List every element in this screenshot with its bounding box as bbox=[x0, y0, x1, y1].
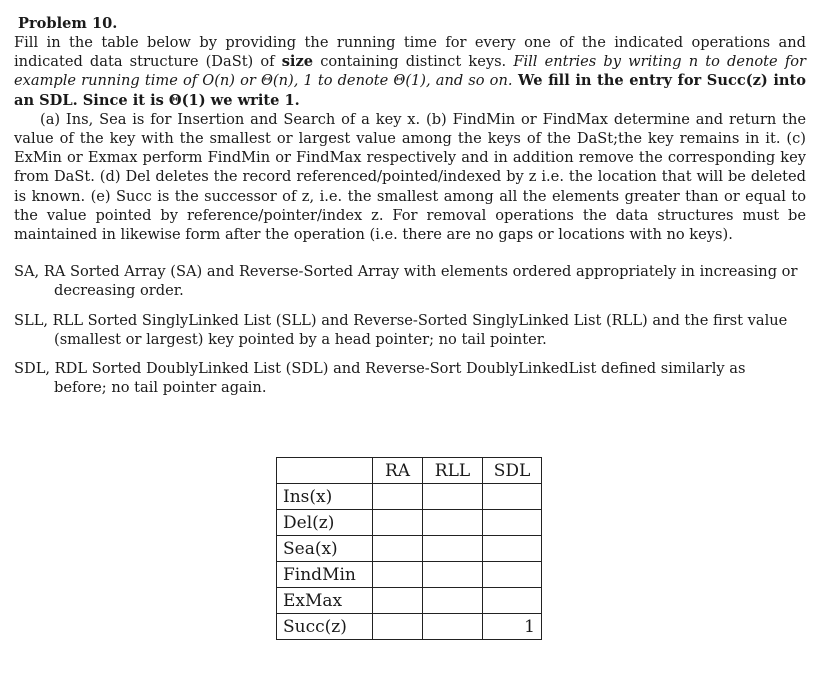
answer-cell-succ-sdl[interactable]: 1 bbox=[483, 614, 542, 640]
answer-cell[interactable] bbox=[373, 562, 423, 588]
answer-cell[interactable] bbox=[373, 536, 423, 562]
row-label: ExMax bbox=[277, 588, 373, 614]
running-time-table bbox=[276, 457, 542, 640]
table-row bbox=[277, 536, 542, 562]
answer-cell[interactable] bbox=[483, 510, 542, 536]
row-label: Succ(z) bbox=[277, 614, 373, 640]
definition-sdl-rdl: SDL, RDL Sorted DoublyLinked List (SDL) and Reverse-Sort DoublyLinkedList defined similarly as before; no tail pointer again. bbox=[14, 360, 746, 397]
answer-cell[interactable] bbox=[423, 614, 483, 640]
table-row bbox=[277, 510, 542, 536]
answer-cell[interactable] bbox=[483, 562, 542, 588]
header-corner bbox=[277, 458, 373, 484]
row-label: Sea(x) bbox=[277, 536, 373, 562]
answer-cell[interactable] bbox=[423, 562, 483, 588]
answer-cell[interactable] bbox=[423, 588, 483, 614]
table-row bbox=[277, 614, 542, 640]
answer-cell[interactable] bbox=[373, 484, 423, 510]
operations-description: (a) Ins, Sea is for Insertion and Search of a key x. (b) FindMin or FindMax determine and return the value of the key with the smallest or largest value among the keys of the DaSt;the key remains in it. (c) ExMin or Exmax perform FindMin or FindMax respectively and in addition remove the corresponding key from DaSt. (d) Del deletes the record referenced/pointed/indexed by z i.e. the location that will be deleted is known. (e) Succ is the successor of z, i.e. the smallest among all the elements greater than or equal to the value pointed by reference/pointer/index z. For removal operations the data structures must be maintained in likewise form after the operation (i.e. there are no gaps or locations with no keys). bbox=[14, 110, 806, 244]
table-header-row bbox=[277, 458, 542, 484]
answer-cell[interactable] bbox=[423, 536, 483, 562]
answer-cell[interactable] bbox=[373, 614, 423, 640]
table-row bbox=[277, 588, 542, 614]
answer-cell[interactable] bbox=[373, 510, 423, 536]
table-row bbox=[277, 484, 542, 510]
problem-title: Problem 10. bbox=[18, 15, 118, 32]
definitions-list bbox=[14, 262, 806, 397]
answer-cell[interactable] bbox=[483, 484, 542, 510]
row-label: Ins(x) bbox=[277, 484, 373, 510]
answer-cell[interactable] bbox=[483, 588, 542, 614]
problem-intro: Fill in the table below by providing the running time for every one of the indicated operations and indicated data structure (DaSt) of size containing distinct keys. Fill entries by writing n to denote for example running time of O(n) or Θ(n), 1 to denote Θ(1), and so on. We fill in the entry for Succ(z) into an SDL. Since it is Θ(1) we write 1. bbox=[14, 34, 806, 109]
answer-cell[interactable] bbox=[423, 484, 483, 510]
answer-cell[interactable] bbox=[373, 588, 423, 614]
header-sdl: SDL bbox=[483, 458, 542, 484]
row-label: FindMin bbox=[277, 562, 373, 588]
table-row bbox=[277, 562, 542, 588]
definition-sa-ra: SA, RA Sorted Array (SA) and Reverse-Sorted Array with elements ordered appropriately in increasing or decreasing order. bbox=[14, 263, 798, 300]
header-rll: RLL bbox=[423, 458, 483, 484]
header-ra: RA bbox=[373, 458, 423, 484]
answer-cell[interactable] bbox=[483, 536, 542, 562]
definition-sll-rll: SLL, RLL Sorted SinglyLinked List (SLL) and Reverse-Sorted SinglyLinked List (RLL) and the first value (smallest or largest) key pointed by a head pointer; no tail pointer. bbox=[14, 311, 788, 348]
row-label: Del(z) bbox=[277, 510, 373, 536]
answer-cell[interactable] bbox=[423, 510, 483, 536]
problem-page bbox=[14, 14, 806, 407]
